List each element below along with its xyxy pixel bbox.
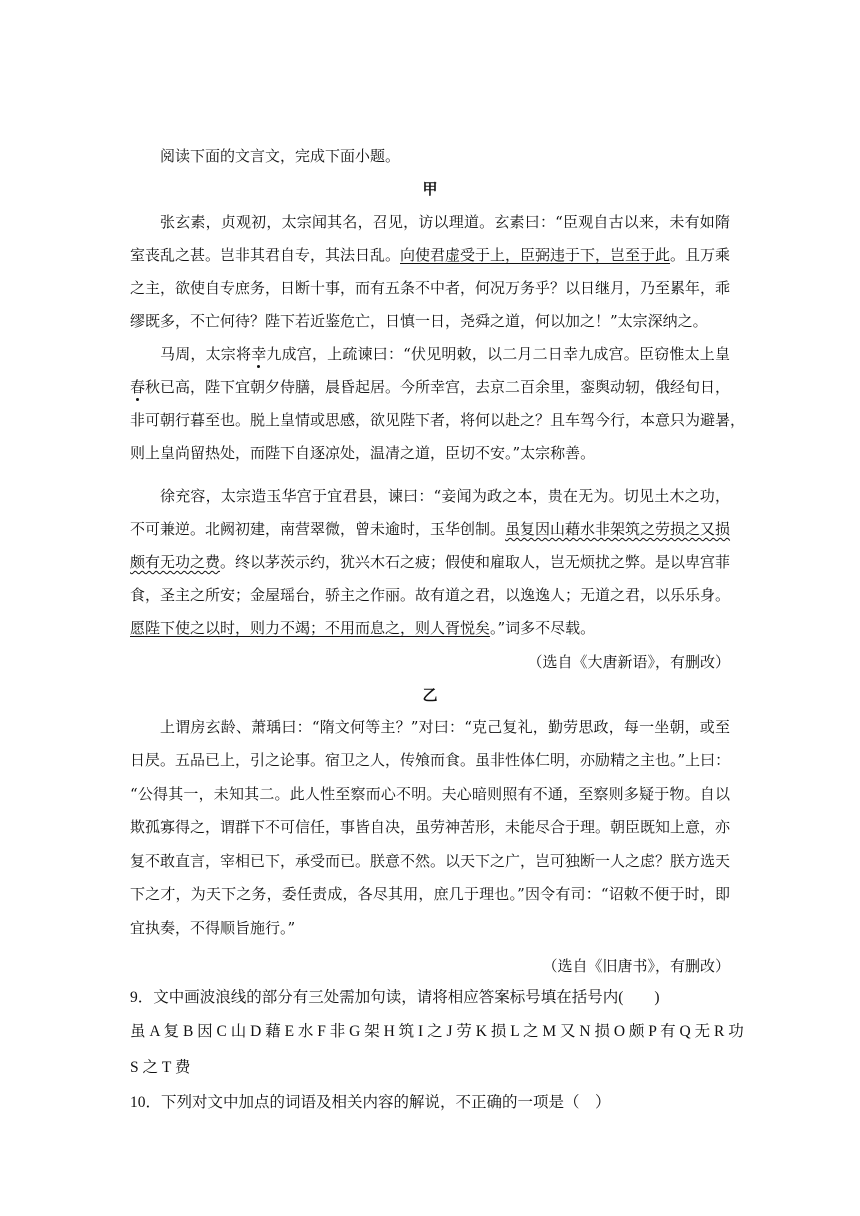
instruction-text: 阅读下面的文言文，完成下面小题。 (160, 147, 401, 165)
paragraph-line: 愿陛下使之以时，则力不竭；不用而息之，则人胥悦矣。”词多不尽载。 (130, 619, 596, 637)
source-citation: （选自《大唐新语》，有删改） (527, 653, 730, 671)
question-10-stem: 10．下列对文中加点的词语及相关内容的解说，不正确的一项是（ ） (130, 1094, 611, 1111)
paragraph-line: 徐充容，太宗造玉华宫于宜君县，谏曰：“妾闻为政之本，贵在无为。切见土木之功， (160, 487, 730, 505)
underlined-sentence: 向使君虚受于上，臣弼违于下，岂至于此 (400, 246, 671, 264)
paragraph-line: 缪既多，不亡何待？陛下若近鉴危亡，日慎一日，尧舜之道，何以加之！”太宗深纳之。 (130, 312, 708, 330)
question-9-options: S 之 T 费 (130, 1059, 191, 1076)
source-citation: （选自《旧唐书》，有删改） (542, 957, 730, 975)
paragraph-line: 复不敢直言，宰相已下，承受而已。朕意不然。以天下之广，岂可独断一人之虑？朕方选天 (130, 852, 731, 870)
paragraph-line: 宜执奏，不得顺旨施行。” (130, 919, 296, 937)
paragraph-line: 日昃。五品已上，引之论事。宿卫之人，传飧而食。虽非性体仁明，亦励精之主也。”上曰： (130, 751, 731, 769)
wavy-underlined-text: 颇有无功之费 (130, 553, 221, 571)
dotted-word: 春 (130, 378, 146, 396)
paragraph-line: 则上皇尚留热处，而陛下自逐凉处，温凊之道，臣切不安。”太宗称善。 (130, 444, 596, 462)
section-title-yi: 乙 (422, 686, 438, 704)
section-title-jia: 甲 (422, 180, 438, 198)
paragraph-line: 欺孤寡得之，谓群下不可信任，事皆自决，虽劳神苦形，未能尽合于理。朝臣既知上意，亦 (130, 818, 731, 836)
paragraph-line: “公得其一，未知其二。此人性至察而心不明。夫心暗则照有不通，至察则多疑于物。自以 (130, 785, 730, 803)
paragraph-line: 春秋已高，陛下宜朝夕侍膳，晨昏起居。今所幸宫，去京二百余里，銮舆动轫，俄经旬日， (130, 378, 731, 396)
paragraph-line: 非可朝行暮至也。脱上皇情或思感，欲见陛下者，将何以赴之？且车驾今行，本意只为避暑， (130, 411, 746, 429)
paragraph-line: 张玄素，贞观初，太宗闻其名，召见，访以理道。玄素曰：“臣观自古以来，未有如隋 (160, 213, 730, 231)
paragraph-line: 食，圣主之所安；金屋瑶台，骄主之作丽。故有道之君，以逸逸人；无道之君，以乐乐身。 (130, 586, 731, 604)
underlined-sentence: 愿陛下使之以时，则力不竭；不用而息之，则人胥悦矣 (130, 619, 491, 637)
wavy-underlined-text: 虽复因山藉水非架筑之劳损之又损 (505, 520, 731, 538)
dotted-word: 幸 (251, 345, 267, 363)
question-9-stem: 9．文中画波浪线的部分有三处需加句读，请将相应答案标号填在括号内( ) (130, 989, 660, 1006)
paragraph-line: 之主，欲使自专庶务，日断十事，而有五条不中者，何况万务乎？以日继月，乃至累年，乖 (130, 279, 731, 297)
paragraph-line: 颇有无功之费。终以茅茨示约，犹兴木石之疲；假使和雇取人，岂无烦扰之弊。是以卑宫菲 (130, 553, 731, 571)
question-9-options: 虽 A 复 B 因 C 山 D 藉 E 水 F 非 G 架 H 筑 I 之 J 劳 K 损 L 之 M 又 N 损 O 颇 P 有 Q 无 R 功 (130, 1023, 744, 1040)
paragraph-line: 不可兼逆。北阙初建，南营翠微，曾未逾时，玉华创制。虽复因山藉水非架筑之劳损之又损 (130, 520, 731, 538)
paragraph-line: 下之才，为天下之务，委任责成，各尽其用，庶几于理也。”因令有司：“诏敕不便于时，即 (130, 885, 730, 903)
paragraph-line: 马周，太宗将幸九成宫，上疏谏曰：“伏见明敕，以二月二日幸九成宫。臣窃惟太上皇 (160, 345, 730, 363)
paragraph-line: 上谓房玄龄、萧瑀曰：“隋文何等主？”对曰：“克己复礼，勤劳思政，每一坐朝，或至 (160, 718, 730, 736)
paragraph-line: 室丧乱之甚。岂非其君自专，其法日乱。向使君虚受于上，臣弼违于下，岂至于此。且万乘 (130, 246, 731, 264)
